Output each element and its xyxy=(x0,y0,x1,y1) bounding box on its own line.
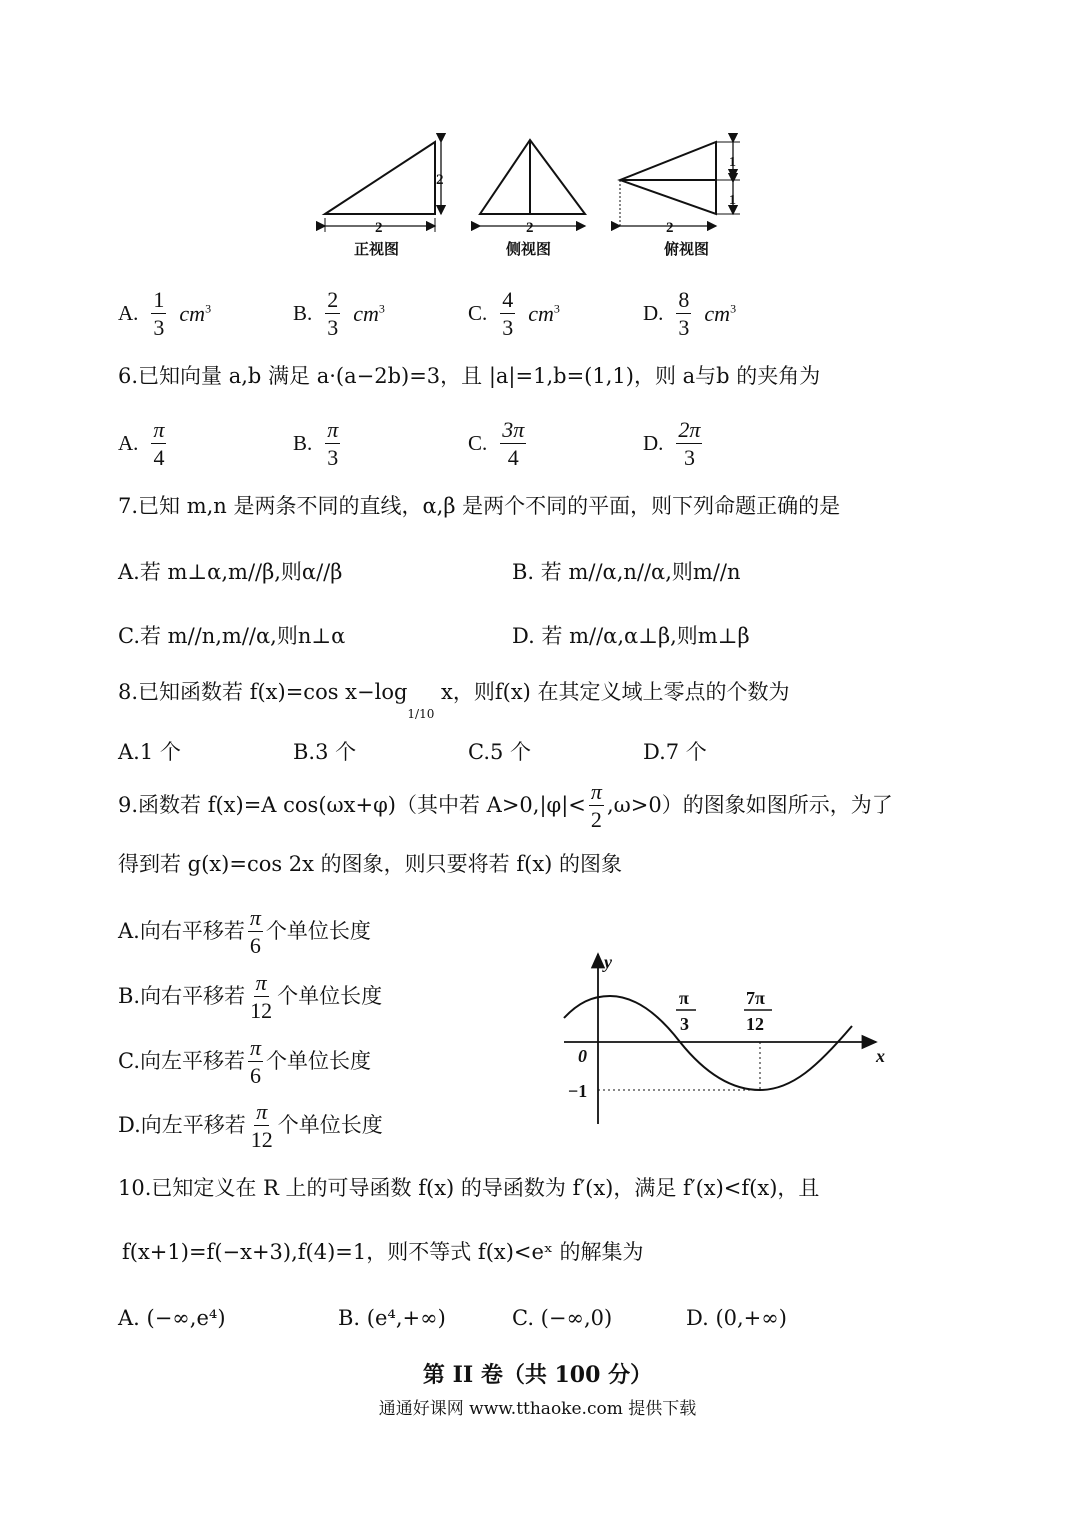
q6-stem: 6.已知向量 a,b 满足 a·(a−2b)=3，且 |a|=1,b=(1,1)，则 a与b 的夹角为 xyxy=(118,364,821,388)
q6-option-b[interactable]: B. $\frac{\pi}{3}$ xyxy=(293,417,339,471)
tick-7pi-12-num: 7π xyxy=(746,988,765,1008)
q6-option-c[interactable]: C. $\frac{3\pi}{4}$ xyxy=(468,417,525,471)
q9-stem-line2: 得到若 g(x)=cos 2x 的图象，则只要将若 f(x) 的图象 xyxy=(118,852,623,876)
q5-option-b[interactable]: B. $\frac{2}{3}$ $cm^3$ xyxy=(293,287,385,341)
tick-7pi-12-den: 12 xyxy=(746,1014,764,1034)
q5-option-a[interactable]: A. $\frac{1}{3}$ $cm^3$ xyxy=(118,287,212,341)
min-value-label: −1 xyxy=(568,1081,588,1101)
x-axis-label: x xyxy=(876,1046,885,1066)
tick-pi-3-num: π xyxy=(679,988,689,1008)
top-width-label: 2 xyxy=(666,220,674,236)
front-height-label: 2 xyxy=(436,172,444,188)
top-view-caption: 俯视图 xyxy=(664,242,710,258)
side-view xyxy=(480,140,585,226)
front-width-label: 2 xyxy=(375,220,383,236)
q9-option-c[interactable]: C.向左平移若 $\frac{\pi}{6}$ 个单位长度 xyxy=(118,1035,372,1089)
front-view xyxy=(325,142,441,232)
q5-option-d[interactable]: D. $\frac{8}{3}$ $cm^3$ xyxy=(643,287,737,341)
tick-pi-3-den: 3 xyxy=(680,1014,689,1034)
side-width-label: 2 xyxy=(526,220,534,236)
top-upper-label: 1 xyxy=(729,155,736,170)
three-view-figure xyxy=(310,128,750,264)
cosine-curve xyxy=(564,996,852,1090)
q9-option-a[interactable]: A.向右平移若 $\frac{\pi}{6}$ 个单位长度 xyxy=(118,905,371,959)
q8-option-a[interactable]: A.1 个 xyxy=(118,740,181,764)
q8-stem: 8.已知函数若 f(x)=cos $x-\log_{1/10}$ x，则f(x) 在其定义域上零点的个数为 xyxy=(118,680,790,722)
q8-option-b[interactable]: B.3 个 xyxy=(293,740,357,764)
q10-option-c[interactable]: C. (−∞,0) xyxy=(512,1306,613,1330)
q10-option-a[interactable]: A. (−∞,e⁴) xyxy=(118,1306,226,1330)
q9-cosine-graph xyxy=(556,948,896,1128)
front-view-caption: 正视图 xyxy=(354,242,400,258)
q6-option-d[interactable]: D. $\frac{2\pi}{3}$ xyxy=(643,417,701,471)
q10-option-b[interactable]: B. (e⁴,+∞) xyxy=(338,1306,446,1330)
q9-option-d[interactable]: D.向左平移若 $\frac{\pi}{12}$ 个单位长度 xyxy=(118,1099,383,1153)
y-axis-label: y xyxy=(604,952,612,972)
q8-option-c[interactable]: C.5 个 xyxy=(468,740,532,764)
q10-option-d[interactable]: D. (0,+∞) xyxy=(686,1306,787,1330)
q7-option-b[interactable]: B. 若 m//α,n//α,则m//n xyxy=(512,560,741,584)
q7-stem: 7.已知 m,n 是两条不同的直线，α,β 是两个不同的平面，则下列命题正确的是 xyxy=(118,494,841,518)
q9-stem-line1: 9.函数若 f(x)=A cos(ωx+φ)（其中若 A>0,|φ|< $\frac{\pi}{2}$ ,ω>0）的图象如图所示，为了 xyxy=(118,779,893,833)
q7-option-c[interactable]: C.若 m//n,m//α,则n⊥α xyxy=(118,624,346,648)
q6-option-a[interactable]: A. $\frac{\pi}{4}$ xyxy=(118,417,165,471)
q10-stem-line2: f(x+1)=f(−x+3),f(4)=1，则不等式 f(x)<eˣ 的解集为 xyxy=(122,1240,644,1264)
q8-option-d[interactable]: D.7 个 xyxy=(643,740,707,764)
section-title: 第 II 卷（共 100 分） xyxy=(422,1362,653,1388)
q5-option-c[interactable]: C. $\frac{4}{3}$ $cm^3$ xyxy=(468,287,560,341)
side-view-caption: 侧视图 xyxy=(506,242,552,258)
origin-label: 0 xyxy=(578,1046,587,1066)
top-view xyxy=(620,142,740,226)
q7-option-a[interactable]: A.若 m⊥α,m//β,则α//β xyxy=(118,560,343,584)
top-lower-label: 1 xyxy=(729,193,736,208)
q10-stem-line1: 10.已知定义在 R 上的可导函数 f(x) 的导函数为 f′(x)，满足 f′(x)<f(x)，且 xyxy=(118,1176,820,1200)
q7-option-d[interactable]: D. 若 m//α,α⊥β,则m⊥β xyxy=(512,624,750,648)
q9-option-b[interactable]: B.向右平移若 $\frac{\pi}{12}$ 个单位长度 xyxy=(118,970,383,1024)
footer-text: 通通好课网 www.tthaoke.com 提供下载 xyxy=(378,1399,697,1419)
